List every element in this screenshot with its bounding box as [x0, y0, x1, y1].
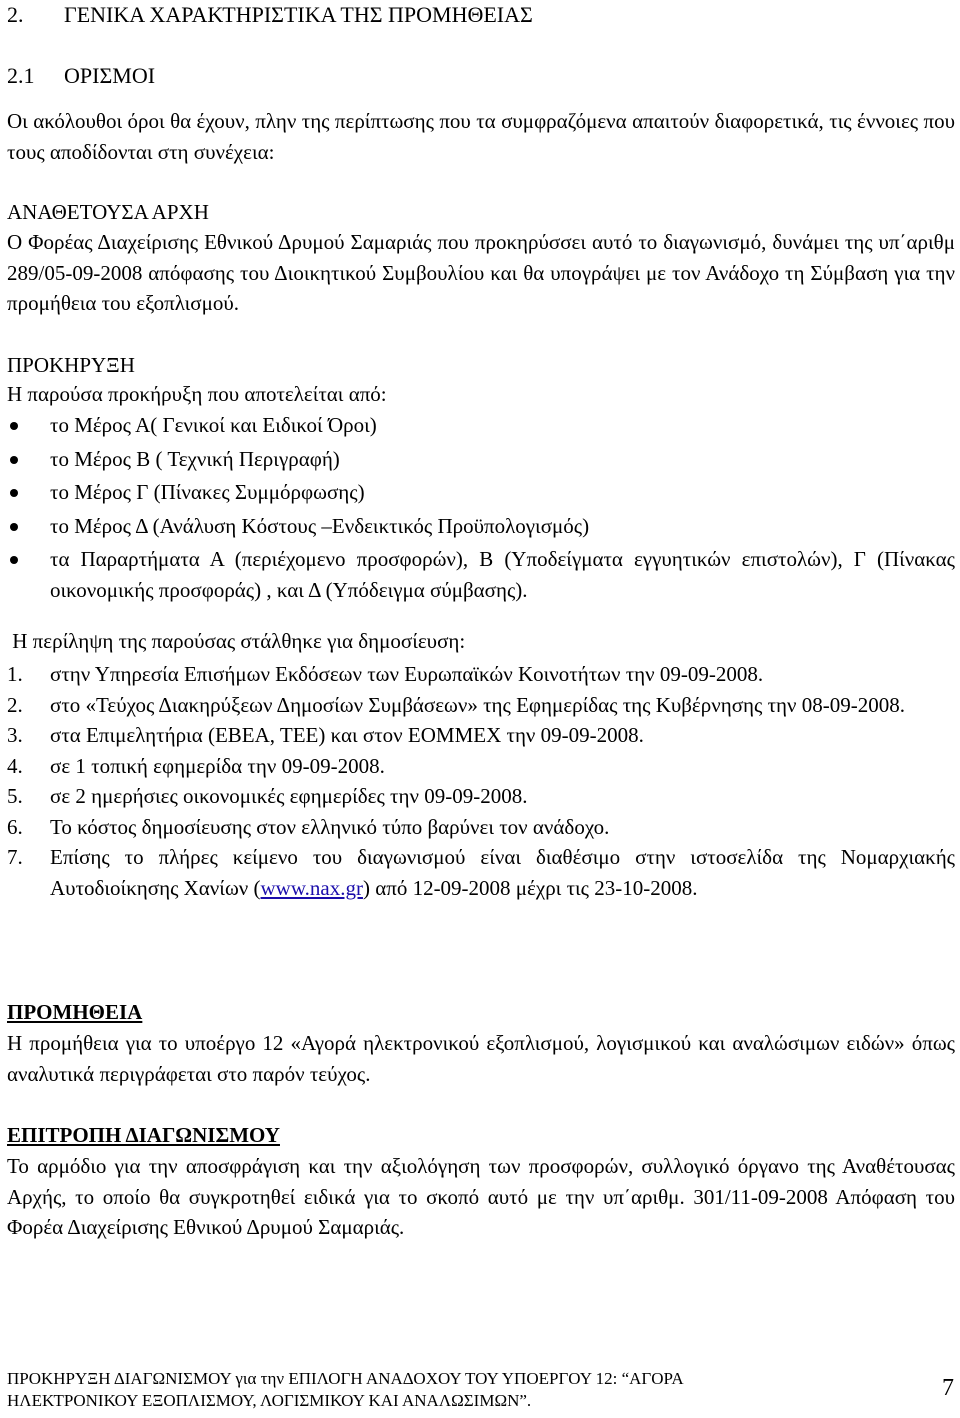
authority-heading: ΑΝΑΘΕΤΟΥΣΑ ΑΡΧΗ [7, 200, 209, 224]
subsection-heading [7, 61, 155, 92]
publication-intro: Η περίληψη της παρούσας στάλθηκε για δημοσίευση: [7, 629, 466, 653]
list-item: 4. σε 1 τοπική εφημερίδα την 09-09-2008. [7, 753, 385, 778]
list-item: το Μέρος Γ (Πίνακες Συμμόρφωσης) [7, 477, 955, 508]
list-item: το Μέρος Β ( Τεχνική Περιγραφή) [7, 444, 955, 475]
list-item: 7. Επίσης το πλήρες κείμενο του διαγωνισμού είναι διαθέσιμο στην ιστοσελίδα της Νομαρχιακής Αυτοδιοίκησης Χανίων (www.nax.gr) από 12-09-2008 μέχρι τις 23-10-2008. [7, 845, 955, 900]
bullet-icon [10, 556, 18, 564]
bullet-icon [10, 523, 18, 531]
list-item: 2. στο «Τεύχος Διακηρύξεων Δημοσίων Συμβάσεων» της Εφημερίδας της Κυβέρνησης την 08-09-2008. [7, 692, 905, 717]
website-link[interactable]: www.nax.gr [260, 875, 363, 900]
list-item: το Μέρος Α( Γενικοί και Ειδικοί Όροι) [7, 410, 955, 441]
bullet-icon [10, 422, 18, 430]
bullet-icon [10, 489, 18, 497]
notice-paragraph: Η παρούσα προκήρυξη που αποτελείται από: [7, 382, 387, 406]
notice-heading: ΠΡΟΚΗΡΥΞΗ [7, 353, 135, 377]
footer-line-1: ΠΡΟΚΗΡΥΞΗ ΔΙΑΓΩΝΙΣΜΟΥ για την ΕΠΙΛΟΓΗ ΑΝΑΔΟΧΟΥ ΤΟΥ ΥΠΟΕΡΓΟΥ 12: “ΑΓΟΡΑ [7, 1369, 684, 1388]
authority-paragraph: Ο Φορέας Διαχείρισης Εθνικού Δρυμού Σαμαριάς που προκηρύσσει αυτό το διαγωνισμό, δυνάμει της υπ΄αριθμ 289/05-09-2008 απόφασης του Διοικητικού Συμβουλίου και θα υπογράψει με τον Ανάδοχο τη Σύμβαση για την προμήθεια του εξοπλισμού. [7, 230, 955, 315]
page-number: 7 [942, 1375, 954, 1401]
footer-line-2: ΗΛΕΚΤΡΟΝΙΚΟΥ ΕΞΟΠΛΙΣΜΟΥ, ΛΟΓΙΣΜΙΚΟΥ ΚΑΙ ΑΝΑΛΩΣΙΜΩΝ”. [7, 1391, 532, 1410]
list-item: 6. Το κόστος δημοσίευσης στον ελληνικό τύπο βαρύνει τον ανάδοχο. [7, 814, 610, 839]
subsection-number: 2.1 [7, 63, 35, 88]
bullet-icon [10, 456, 18, 464]
list-item: 1. στην Υπηρεσία Επισήμων Εκδόσεων των Ευρωπαϊκών Κοινοτήτων την 09-09-2008. [7, 662, 764, 686]
intro-paragraph: Οι ακόλουθοι όροι θα έχουν, πλην της περίπτωσης που τα συμφραζόμενα απαιτούν διαφορετικά, τις έννοιες που τους αποδίδονται στη συνέχεια: [7, 109, 955, 164]
list-item: τα Παραρτήματα Α (περιέχομενο προσφορών), Β (Υποδείγματα εγγυητικών επιστολών), Γ (Πίνακας οικονομικής προσφοράς) , και Δ (Υπόδειγμα σύμβασης). [7, 544, 955, 605]
page-footer [7, 1368, 927, 1412]
section-number: 2. [7, 2, 24, 27]
list-item: 3. στα Επιμελητήρια (ΕΒΕΑ, ΤΕΕ) και στον ΕΟΜΜΕΧ την 09-09-2008. [7, 723, 644, 747]
section-title: ΓΕΝΙΚΑ ΧΑΡΑΚΤΗΡΙΣΤΙΚΑ ΤΗΣ ΠΡΟΜΗΘΕΙΑΣ [64, 2, 533, 27]
committee-paragraph: Το αρμόδιο για την αποσφράγιση και την αξιολόγηση των προσφορών, συλλογικό όργανο της Αναθέτουσας Αρχής, το οποίο θα συγκροτηθεί ειδικά για το σκοπό αυτό με την υπ΄αριθμ. 301/11-09-2008 Απόφαση του Φορέα Διαχείρισης Εθνικού Δρυμού Σαμαριάς. [7, 1154, 955, 1239]
list-item: 5. σε 2 ημερήσιες οικονομικές εφημερίδες την 09-09-2008. [7, 784, 528, 808]
subsection-title: ΟΡΙΣΜΟΙ [64, 63, 156, 88]
supply-paragraph: Η προμήθεια για το υποέργο 12 «Αγορά ηλεκτρονικού εξοπλισμού, λογισμικού και αναλώσιμων ειδών» όπως αναλυτικά περιγράφεται στο παρόν τεύχος. [7, 1031, 955, 1086]
list-item: το Μέρος Δ (Ανάλυση Κόστους –Ενδεικτικός Προϋπολογισμός) [7, 511, 955, 542]
supply-heading: ΠΡΟΜΗΘΕΙΑ [7, 1000, 143, 1024]
notice-parts-list [7, 410, 955, 608]
publication-list [7, 659, 955, 903]
section-heading [7, 0, 533, 31]
committee-heading: ΕΠΙΤΡΟΠΗ ΔΙΑΓΩΝΙΣΜΟΥ [7, 1123, 280, 1147]
